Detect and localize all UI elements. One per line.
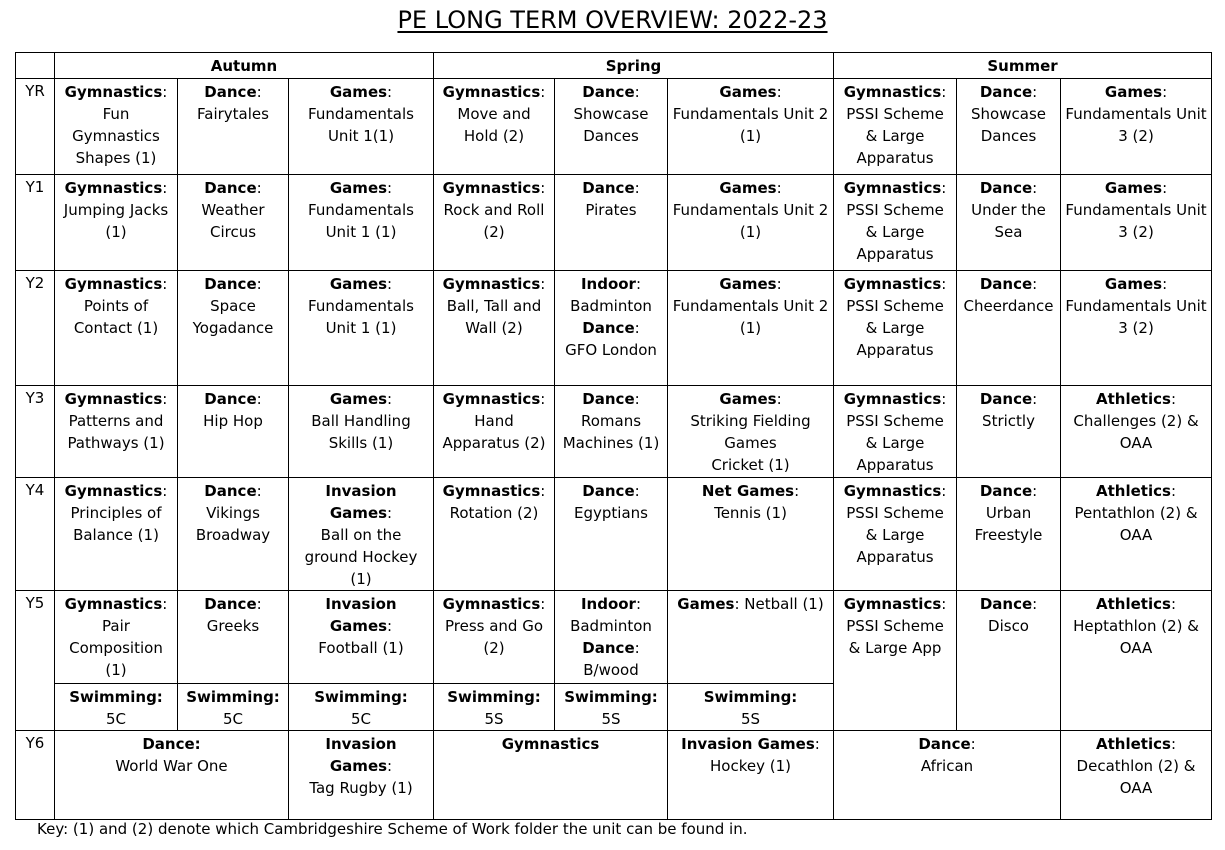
cell-autumn-3: Games: Fundamentals Unit 1(1) [289,79,434,175]
unit-text: Fundamentals Unit 1(1) [308,105,414,145]
cell-summer-3: Games: Fundamentals Unit 3 (2) [1061,175,1212,271]
cell-swimming-6 [668,684,834,731]
season-summer: Summer [834,53,1212,79]
activity-label: Games [1104,275,1163,293]
activity-label: Dance: [142,735,201,753]
activity-label: Athletics [1096,595,1171,613]
cell-summer-2: Dance: Urban Freestyle [957,478,1061,591]
cell-autumn-3: Invasion Games: Football (1) [289,591,434,684]
unit-text: Egyptians [574,504,648,522]
activity-label: Invasion Games [325,595,397,635]
activity-label: Swimming: [69,688,163,706]
cell-summer-1: Gymnastics: PSSI Scheme & Large Apparatus [834,79,957,175]
activity-label: Swimming: [314,688,408,706]
unit-text: 5C [222,710,244,728]
activity-label: Dance [204,179,257,197]
activity-label: Games [677,595,735,613]
unit-text: Tennis (1) [714,504,787,522]
cell-spring-2: Dance: Pirates [555,175,668,271]
overview-table [15,52,1212,820]
unit-text: Fundamentals Unit 1 (1) [308,297,414,337]
unit-text: Pirates [585,201,637,219]
unit-text: Move and Hold (2) [457,105,531,145]
activity-label: Athletics [1096,735,1171,753]
row-y4 [16,478,1212,591]
activity-label: Games [329,390,388,408]
cell-spring-1-2 [434,731,668,820]
cell-spring-3: Games: Netball (1) [668,591,834,684]
unit-text: Romans Machines (1) [562,412,660,452]
year-label: Y3 [16,386,55,478]
cell-autumn-2: Dance: Weather Circus [178,175,289,271]
season-spring: Spring [434,53,834,79]
unit-text: Ball Handling Skills (1) [311,412,411,452]
activity-label: Gymnastics [843,482,942,500]
unit-text: Badminton [570,297,652,315]
unit-text: Hockey (1) [710,757,791,775]
unit-text: World War One [115,757,228,775]
activity-label: Dance [204,595,257,613]
activity-label: Dance [582,639,635,657]
activity-label: Dance [204,482,257,500]
cell-spring-1: Gymnastics: Rock and Roll (2) [434,175,555,271]
activity-label: Gymnastics [64,83,163,101]
unit-text: Fundamentals Unit 3 (2) [1065,297,1207,337]
year-label: YR [16,79,55,175]
unit-text: African [920,757,974,775]
unit-text: Netball (1) [744,595,824,613]
activity-label: Games [1104,179,1163,197]
activity-label: Invasion Games [325,482,397,522]
activity-label: Dance [204,390,257,408]
cell-spring-2: Dance: Romans Machines (1) [555,386,668,478]
year-label: Y1 [16,175,55,271]
unit-text: Fundamentals Unit 3 (2) [1065,201,1207,241]
activity-label: Games [329,179,388,197]
activity-label: Invasion Games [681,735,815,753]
unit-text: Urban Freestyle [974,504,1043,544]
cell-spring-3: Games: Fundamentals Unit 2 (1) [668,79,834,175]
activity-label: Swimming: [447,688,541,706]
activity-label: Indoor [580,275,636,293]
row-y5 [16,591,1212,684]
cell-spring-2: Dance: Egyptians [555,478,668,591]
cell-spring-1: Gymnastics: Move and Hold (2) [434,79,555,175]
unit-text: B/wood [583,661,639,679]
activity-label: Gymnastics [64,179,163,197]
activity-label: Dance [979,179,1033,197]
unit-text: Space Yogadance [192,297,274,337]
activity-label: Games [329,275,388,293]
unit-text: PSSI Scheme & Large Apparatus [846,201,944,263]
cell-autumn-3: Games: Fundamentals Unit 1 (1) [289,175,434,271]
activity-label: Dance [582,390,635,408]
cell-swimming-5 [555,684,668,731]
activity-label: Games [1104,83,1163,101]
unit-text: Fundamentals Unit 1 (1) [308,201,414,241]
row-y3 [16,386,1212,478]
cell-spring-3: Net Games: Tennis (1) [668,478,834,591]
cell-summer-1: Gymnastics: PSSI Scheme & Large Apparatus [834,386,957,478]
cell-autumn-1-2 [55,731,289,820]
unit-text: Ball, Tall and Wall (2) [446,297,542,337]
activity-label: Dance [204,275,257,293]
unit-text: Showcase Dances [971,105,1046,145]
unit-text: 5C [350,710,372,728]
cell-autumn-1: Gymnastics: Principles of Balance (1) [55,478,178,591]
unit-text: Decathlon (2) & OAA [1076,757,1196,797]
activity-label: Gymnastics [442,275,541,293]
unit-text: Badminton [570,617,652,635]
unit-text: Fundamentals Unit 2 (1) [672,201,829,241]
cell-swimming-4 [434,684,555,731]
cell-summer-3: Games: Fundamentals Unit 3 (2) [1061,271,1212,386]
activity-label: Net Games [701,482,795,500]
activity-label: Gymnastics [442,179,541,197]
cell-swimming-3 [289,684,434,731]
cell-summer-3: Athletics: Challenges (2) & OAA [1061,386,1212,478]
activity-label: Gymnastics [843,179,942,197]
activity-label: Dance [979,390,1033,408]
activity-label: Gymnastics [843,595,942,613]
key-note: Key: (1) and (2) denote which Cambridgeshire Scheme of Work folder the unit can be found in. [37,820,748,838]
cell-spring-3: Games: Fundamentals Unit 2 (1) [668,271,834,386]
unit-text: 5S [740,710,761,728]
activity-label: Gymnastics [64,482,163,500]
activity-label: Games [719,275,777,293]
activity-label: Gymnastics [843,275,942,293]
activity-label: Dance [582,83,635,101]
activity-label: Gymnastics [843,390,942,408]
activity-label: Gymnastics [843,83,942,101]
cell-spring-2: Indoor: Badminton Dance: B/wood [555,591,668,684]
activity-label: Swimming: [186,688,280,706]
title-text: PE LONG TERM OVERVIEW: 2022-23 [397,6,828,34]
cell-summer-3: Games: Fundamentals Unit 3 (2) [1061,79,1212,175]
cell-autumn-1: Gymnastics: Fun Gymnastics Shapes (1) [55,79,178,175]
cell-summer-3: Athletics: Decathlon (2) & OAA [1061,731,1212,820]
cell-autumn-3: Games: Fundamentals Unit 1 (1) [289,271,434,386]
page-title [0,4,1225,36]
activity-label: Dance [918,735,971,753]
unit-text: Cheerdance [963,297,1054,315]
season-autumn: Autumn [55,53,434,79]
unit-text: 5S [601,710,621,728]
unit-text: PSSI Scheme & Large Apparatus [846,412,944,474]
unit-text: Hip Hop [203,412,263,430]
cell-spring-2: Dance: Showcase Dances [555,79,668,175]
unit-text: Greeks [206,617,260,635]
cell-summer-2: Dance: Disco [957,591,1061,731]
activity-label: Gymnastics [442,595,541,613]
activity-label: Gymnastics [442,482,541,500]
activity-label: Athletics [1096,390,1171,408]
cell-summer-2: Dance: Under the Sea [957,175,1061,271]
activity-label: Dance [582,319,635,337]
unit-text: Fundamentals Unit 3 (2) [1065,105,1207,145]
year-label: Y6 [16,731,55,820]
activity-label: Dance [979,482,1033,500]
cell-autumn-2: Dance: Hip Hop [178,386,289,478]
cell-spring-1: Gymnastics: Ball, Tall and Wall (2) [434,271,555,386]
unit-text: 5C [105,710,127,728]
unit-text: Tag Rugby (1) [309,779,413,797]
unit-text: Points of Contact (1) [73,297,159,337]
unit-text: Pair Composition (1) [69,617,163,679]
unit-text: Press and Go (2) [444,617,544,657]
unit-text: GFO London [565,341,657,359]
cell-swimming-1 [55,684,178,731]
cell-swimming-2 [178,684,289,731]
cell-autumn-3: Invasion Games: Tag Rugby (1) [289,731,434,820]
cell-summer-1: Gymnastics: PSSI Scheme & Large Apparatus [834,478,957,591]
cell-summer-1: Gymnastics: PSSI Scheme & Large App [834,591,957,731]
cell-autumn-3: Invasion Games: Ball on the ground Hockey (1) [289,478,434,591]
cell-autumn-1: Gymnastics: Pair Composition (1) [55,591,178,684]
cell-summer-1: Gymnastics: PSSI Scheme & Large Apparatus [834,271,957,386]
activity-label: Swimming: [564,688,658,706]
cell-spring-3: Games: Striking Fielding Games Cricket (1) [668,386,834,478]
activity-label: Gymnastics [64,390,163,408]
unit-text: Rotation (2) [449,504,539,522]
cell-spring-1: Gymnastics: Rotation (2) [434,478,555,591]
season-header-row [16,53,1212,79]
row-y2 [16,271,1212,386]
unit-text: Fundamentals Unit 2 (1) [672,297,829,337]
unit-text: Showcase Dances [573,105,649,145]
row-y6 [16,731,1212,820]
activity-label: Games [719,179,777,197]
activity-label: Invasion Games [325,735,397,775]
activity-label: Gymnastics [64,595,163,613]
cell-summer-3: Athletics: Heptathlon (2) & OAA [1061,591,1212,731]
unit-text: PSSI Scheme & Large Apparatus [846,504,944,566]
activity-label: Dance [204,83,257,101]
unit-text: Principles of Balance (1) [70,504,162,544]
unit-text: Fundamentals Unit 2 (1) [672,105,829,145]
unit-text: Fun Gymnastics Shapes (1) [72,105,160,167]
unit-text: Cricket (1) [711,456,790,474]
activity-label: Games [719,390,777,408]
cell-autumn-2: Dance: Vikings Broadway [178,478,289,591]
activity-label: Swimming: [703,688,798,706]
unit-text: Fairytales [197,105,269,123]
cell-summer-1-2: Dance: African [834,731,1061,820]
cell-autumn-2: Dance: Space Yogadance [178,271,289,386]
unit-text: Pentathlon (2) & OAA [1074,504,1198,544]
cell-summer-3: Athletics: Pentathlon (2) & OAA [1061,478,1212,591]
year-label: Y2 [16,271,55,386]
unit-text: Strictly [982,412,1035,430]
unit-text: Hand Apparatus (2) [442,412,546,452]
cell-summer-2: Dance: Cheerdance [957,271,1061,386]
activity-label: Gymnastics [64,275,163,293]
activity-label: Games [719,83,777,101]
unit-text: Weather Circus [201,201,265,241]
corner-cell [16,53,55,79]
activity-label: Dance [582,179,635,197]
cell-autumn-3: Games: Ball Handling Skills (1) [289,386,434,478]
activity-label: Dance [979,595,1033,613]
activity-label: Athletics [1096,482,1171,500]
unit-text: PSSI Scheme & Large App [846,617,944,657]
year-label: Y5 [16,591,55,731]
activity-label: Indoor [580,595,636,613]
activity-label: Games [329,83,388,101]
activity-label: Dance [582,482,635,500]
unit-text: Football (1) [318,639,404,657]
unit-text: Challenges (2) & OAA [1073,412,1199,452]
cell-summer-2: Dance: Strictly [957,386,1061,478]
unit-text: Jumping Jacks (1) [63,201,169,241]
cell-spring-3: Invasion Games: Hockey (1) [668,731,834,820]
unit-text: Ball on the ground Hockey (1) [304,526,418,588]
cell-summer-2: Dance: Showcase Dances [957,79,1061,175]
cell-autumn-2: Dance: Fairytales [178,79,289,175]
activity-label: Dance [979,83,1033,101]
unit-text: PSSI Scheme & Large Apparatus [846,105,944,167]
cell-spring-3: Games: Fundamentals Unit 2 (1) [668,175,834,271]
row-y1 [16,175,1212,271]
unit-text: 5S [484,710,504,728]
cell-spring-1: Gymnastics: Hand Apparatus (2) [434,386,555,478]
unit-text: Vikings Broadway [195,504,271,544]
unit-text: Disco [988,617,1029,635]
unit-text: Patterns and Pathways (1) [67,412,165,452]
row-yr [16,79,1212,175]
activity-label: Dance [979,275,1033,293]
activity-label: Gymnastics [442,83,541,101]
activity-label: Gymnastics [442,390,541,408]
activity-label: Gymnastics [501,735,600,753]
unit-text: Heptathlon (2) & OAA [1073,617,1199,657]
cell-summer-1: Gymnastics: PSSI Scheme & Large Apparatus [834,175,957,271]
unit-text: PSSI Scheme & Large Apparatus [846,297,944,359]
cell-autumn-1: Gymnastics: Points of Contact (1) [55,271,178,386]
year-label: Y4 [16,478,55,591]
cell-spring-1: Gymnastics: Press and Go (2) [434,591,555,684]
cell-autumn-1: Gymnastics: Jumping Jacks (1) [55,175,178,271]
cell-autumn-2: Dance: Greeks [178,591,289,684]
cell-spring-2: Indoor: Badminton Dance: GFO London [555,271,668,386]
unit-text: Under the Sea [971,201,1046,241]
unit-text: Striking Fielding Games [690,412,811,452]
cell-autumn-1: Gymnastics: Patterns and Pathways (1) [55,386,178,478]
unit-text: Rock and Roll (2) [443,201,545,241]
